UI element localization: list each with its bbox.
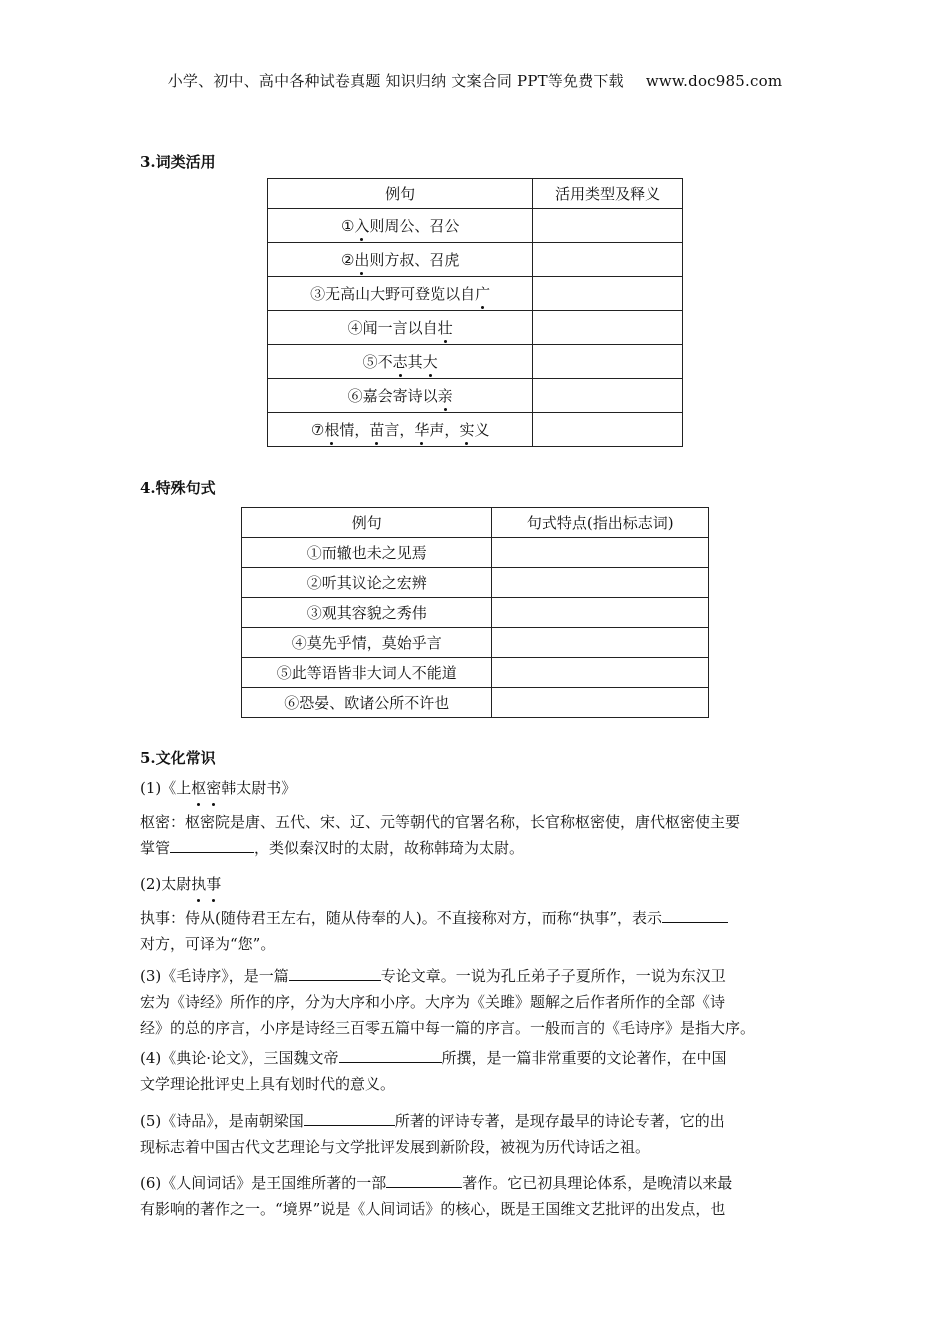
item-6-text: (6)《人间词话》是王国维所著的一部 著作。它已初具理论体系，是晚清以来最 有影响的著作之一。“境界”说是《人间词话》的核心，既是王国维文艺批评的出发点，也 xyxy=(140,1170,812,1222)
answer-cell[interactable] xyxy=(533,277,683,311)
emphasis-char: 密 xyxy=(206,775,221,801)
emphasis-char: 苗 xyxy=(369,421,385,439)
table-header-row xyxy=(268,179,683,209)
table-row xyxy=(268,345,683,379)
header-text: 小学、初中、高中各种试卷真题 知识归纳 文案合同 PPT等免费下载 xyxy=(167,72,624,90)
example-cell: ①而辙也未之见焉 xyxy=(242,538,492,568)
answer-cell[interactable] xyxy=(533,243,683,277)
item-2-heading: (2)太尉执事 xyxy=(140,871,812,897)
answer-cell[interactable] xyxy=(533,209,683,243)
emphasis-char: 志 xyxy=(392,353,408,371)
special-sentence-table xyxy=(241,507,709,718)
page-header xyxy=(0,70,950,91)
emphasis-char: 实 xyxy=(459,421,475,439)
answer-cell[interactable] xyxy=(533,413,683,447)
table-row xyxy=(242,688,709,718)
fill-blank[interactable] xyxy=(289,964,381,981)
table-row xyxy=(268,413,683,447)
example-cell: ⑤此等语皆非大词人不能道 xyxy=(242,658,492,688)
answer-cell[interactable] xyxy=(492,628,709,658)
fill-blank[interactable] xyxy=(662,906,728,923)
table-header-row xyxy=(242,508,709,538)
answer-cell[interactable] xyxy=(533,311,683,345)
fill-blank[interactable] xyxy=(304,1109,395,1126)
example-cell: ④闻一言以自壮 xyxy=(268,311,533,345)
item-5-text: (5)《诗品》，是南朝梁国 所著的评诗专著，是现存最早的诗论专著，它的出 现标志着中国古代文艺理论与文学批评发展到新阶段，被视为历代诗话之祖。 xyxy=(140,1108,812,1160)
table-row xyxy=(242,568,709,598)
table-row xyxy=(242,598,709,628)
answer-cell[interactable] xyxy=(492,568,709,598)
answer-cell[interactable] xyxy=(492,688,709,718)
table-row xyxy=(268,209,683,243)
column-header-feature: 句式特点(指出标志词) xyxy=(492,508,709,538)
table-row xyxy=(242,658,709,688)
emphasis-char: 入 xyxy=(354,217,370,235)
item-4-text: (4)《典论·论文》，三国魏文帝 所撰，是一篇非常重要的文论著作，在中国 文学理论批评史上具有划时代的意义。 xyxy=(140,1045,812,1097)
item-2-text: 执事：侍从(随侍君王左右，随从侍奉的人)。不直接称对方，而称“执事”，表示 对方，可译为“您”。 xyxy=(140,905,812,957)
fill-blank[interactable] xyxy=(170,836,254,853)
answer-cell[interactable] xyxy=(492,538,709,568)
emphasis-char: 执 xyxy=(191,871,206,897)
example-cell: ⑥嘉会寄诗以亲 xyxy=(268,379,533,413)
emphasis-char: 枢 xyxy=(191,775,206,801)
example-cell: ②听其议论之宏辨 xyxy=(242,568,492,598)
example-cell: ⑤不志其大 xyxy=(268,345,533,379)
emphasis-char: 壮 xyxy=(437,319,453,337)
example-cell: ③无高山大野可登览以自广 xyxy=(268,277,533,311)
column-header-example: 例句 xyxy=(242,508,492,538)
emphasis-char: 华 xyxy=(414,421,430,439)
example-cell: ①入则周公、召公 xyxy=(268,209,533,243)
section-5-title: 5.文化常识 xyxy=(140,749,216,767)
emphasis-char: 根 xyxy=(324,421,340,439)
column-header-example: 例句 xyxy=(268,179,533,209)
table-row xyxy=(268,277,683,311)
table-row xyxy=(268,311,683,345)
fill-blank[interactable] xyxy=(386,1171,462,1188)
answer-cell[interactable] xyxy=(533,379,683,413)
example-cell: ④莫先乎情，莫始乎言 xyxy=(242,628,492,658)
item-3-text: (3)《毛诗序》，是一篇 专论文章。一说为孔丘弟子子夏所作，一说为东汉卫 宏为《诗经》所作的序，分为大序和小序。大序为《关雎》题解之后作者所作的全部《诗 经》的总的序言，小序是诗经三百零五篇中每一篇的序言。一般而言的《毛诗序》是指大序。 xyxy=(140,963,812,1041)
table-row xyxy=(242,538,709,568)
emphasis-char: 事 xyxy=(206,871,221,897)
column-header-usage: 活用类型及释义 xyxy=(533,179,683,209)
word-usage-table xyxy=(267,178,683,447)
example-cell: ⑦根情，苗言，华声，实义 xyxy=(268,413,533,447)
answer-cell[interactable] xyxy=(533,345,683,379)
table-row xyxy=(242,628,709,658)
fill-blank[interactable] xyxy=(339,1046,442,1063)
answer-cell[interactable] xyxy=(492,658,709,688)
emphasis-char: 大 xyxy=(422,353,438,371)
table-row xyxy=(268,243,683,277)
emphasis-char: 广 xyxy=(475,285,491,303)
emphasis-char: 亲 xyxy=(437,387,453,405)
answer-cell[interactable] xyxy=(492,598,709,628)
section-3-title: 3.词类活用 xyxy=(140,153,216,171)
section-4-title: 4.特殊句式 xyxy=(140,479,216,497)
example-cell: ②出则方叔、召虎 xyxy=(268,243,533,277)
header-site: www.doc985.com xyxy=(645,72,783,90)
table-row xyxy=(268,379,683,413)
item-1-heading: (1)《上枢密韩太尉书》 xyxy=(140,775,812,801)
example-cell: ⑥恐晏、欧诸公所不许也 xyxy=(242,688,492,718)
emphasis-char: 出 xyxy=(354,251,370,269)
item-1-text: 枢密：枢密院是唐、五代、宋、辽、元等朝代的官署名称，长官称枢密使，唐代枢密使主要 掌管 ，类似秦汉时的太尉，故称韩琦为太尉。 xyxy=(140,813,741,857)
example-cell: ③观其容貌之秀伟 xyxy=(242,598,492,628)
